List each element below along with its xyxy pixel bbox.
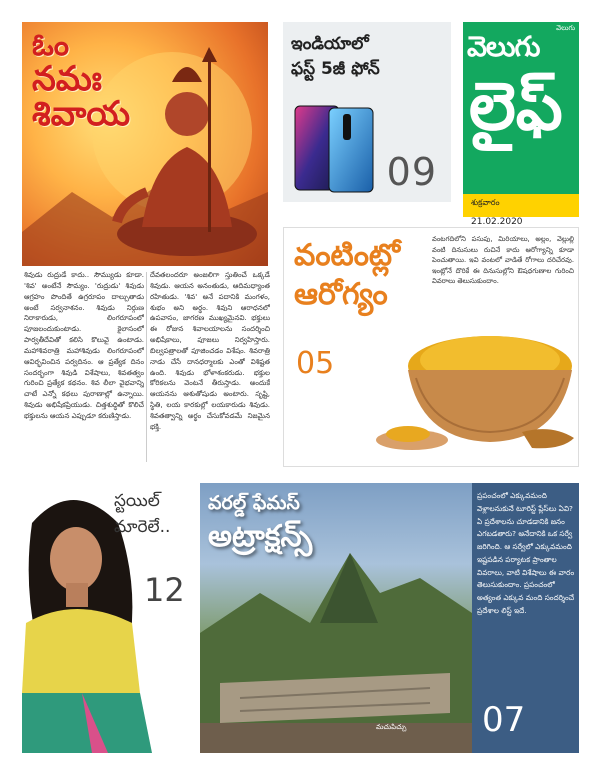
style-title-line1: స్టయిల్ <box>114 491 160 511</box>
masthead-day: శుక్రవారం <box>471 198 500 207</box>
health-title-line2: ఆరోగ్యం <box>294 277 388 312</box>
style-feature[interactable] <box>22 483 190 753</box>
world-title-line2: అట్రాక్షన్స్ <box>208 518 313 554</box>
shiva-headline <box>32 30 130 133</box>
health-title-line1: వంటింట్లో <box>294 238 401 273</box>
phone-feature[interactable] <box>283 22 451 202</box>
shiva-title-line1: ఓం <box>32 28 70 63</box>
phone-title-line2: ఫస్ట్ 5జీ ఫోన్ <box>291 58 380 79</box>
style-page-number: 12 <box>144 571 185 609</box>
phone-title-line1: ఇండియాలో <box>291 34 369 54</box>
masthead-title-line1: వెలుగు <box>467 30 540 63</box>
style-title-line2: మారెలే.. <box>114 516 171 537</box>
masthead-logo-block <box>463 22 579 194</box>
masthead-date: 21.02.2020 <box>471 217 523 227</box>
health-article-text: వంటగదిలోని పసుపు, మిరియాలు, అల్లం, వెల్లుల్లి వంటి దినుసులు రుచినే కాదు ఆరోగ్యాన్ని కూడా పెంచుతాయి. ఇవి వంటలో వాడితే రోగాలు దరిచేరవు. ఇంట్లోనే దొరికే ఈ దినుసుల్లోని ఔషధగుణాల గురించి వివరాలు తెలుసుకుందాం. <box>432 235 574 286</box>
shiva-feature-image[interactable] <box>22 22 268 266</box>
world-page-number: 07 <box>482 700 526 740</box>
health-page-number: 05 <box>296 346 335 381</box>
style-headline <box>114 489 170 540</box>
shiva-article-column-1: శివుడు రుద్రుడే కాదు.. సౌమ్యుడు కూడా. 'శివ' అంటేనే సౌమ్యం. 'రుద్రుడు' శివుడు ఆగ్రహం పొందితే ఉగ్రరూపం దాల్చుతాడు అంటే సర్వనాశనం. శివుడు నిర్గుణ నిరాకారుడు, లింగరూపంలో పూజలందుకుంటాడు. కైలాసంలో పార్వతీదేవితో కలిసి కొలువై ఉంటాడు. మహాశివరాత్రి మహాశివుడు లింగరూపంలో ఆవిర్భవించిన పర్వదినం. ఆ ప్రత్యేక దినం సందర్భంగా శివుడి విశేషాలు, శివతత్వం గురించి ప్రత్యేక కథనం. శివ లీలా వైభవాన్ని చాటే ఎన్నో కథలు పురాణాల్లో ఉన్నాయి. శివుడు అభిషేకప్రియుడు. చిత్తశుద్ధితో కొలిచే భక్తులను ఆయన ఎప్పుడూ కరుణిస్తాడు. <box>24 271 144 420</box>
masthead-small-label: వెలుగు <box>556 24 575 32</box>
shiva-title-line3: శివాయ <box>32 94 131 135</box>
turmeric-bowl-image <box>372 320 578 460</box>
health-headline <box>294 236 400 314</box>
world-headline <box>208 491 312 557</box>
masthead <box>463 22 579 227</box>
column-divider <box>146 272 147 462</box>
world-title-line1: వరల్డ్ ఫేమస్ <box>208 492 300 514</box>
masthead-title-line2: లైఫ్ <box>469 68 563 145</box>
world-article-text: ప్రపంచంలో ఎక్కువమంది వెళ్లాలనుకునే టూరిస్ట్ ప్లేస్‌లు ఏవి? ఏ ప్రదేశాలను చూడడానికి జనం ఎగబడతారు? అనేదానికి ఒక సర్వే జరిగింది. ఆ సర్వేలో ఎక్కువమంది ఇష్టపడిన పర్యాటక ప్రాంతాల వివరాలు, వాటి విశేషాలు ఈ వారం తెలుసుకుందాం. ప్రపంచంలో అత్యంత ఎక్కువ మంది సందర్శించే ప్రదేశాల లిస్ట్ ఇదే. <box>477 491 575 615</box>
health-feature[interactable] <box>283 227 579 467</box>
phone-page-number: 09 <box>386 150 437 194</box>
photo-caption: మచుపిచ్చు <box>376 723 407 731</box>
world-attractions-feature[interactable] <box>200 483 472 753</box>
shiva-article-column-2: దేవతలందరూ అంజలిగా స్తుతించే ఒక్కడే శివుడు. ఆయన అనంతుడు, ఆదిమధ్యాంత రహితుడు. 'శివ' అనే పదానికి మంగళం, శుభం అని అర్థం. శివుని ఆరాధనలో ఉపవాసం, జాగరణ ముఖ్యమైనవి. భక్తులు ఈ రోజున శివాలయాలను సందర్శించి అభిషేకాలు, పూజలు నిర్వహిస్తారు. బిల్వపత్రాలతో పూజించడం విశేషం. శివరాత్రి నాడు చేసే దానధర్మాలకు ఎంతో విశిష్టత ఉంది. శివుడు భోళాశంకరుడు. భక్తుల కోరికలను వెంటనే తీరుస్తాడు. అందుకే ఆయనను ఆశుతోషుడు అంటారు. సృష్టి, స్థితి, లయ కారకుల్లో లయకారుడు శివుడు. శివతత్వాన్ని అర్థం చేసుకోవడమే నిజమైన భక్తి. <box>150 271 270 431</box>
shiva-title-line2: నమః <box>32 58 102 99</box>
